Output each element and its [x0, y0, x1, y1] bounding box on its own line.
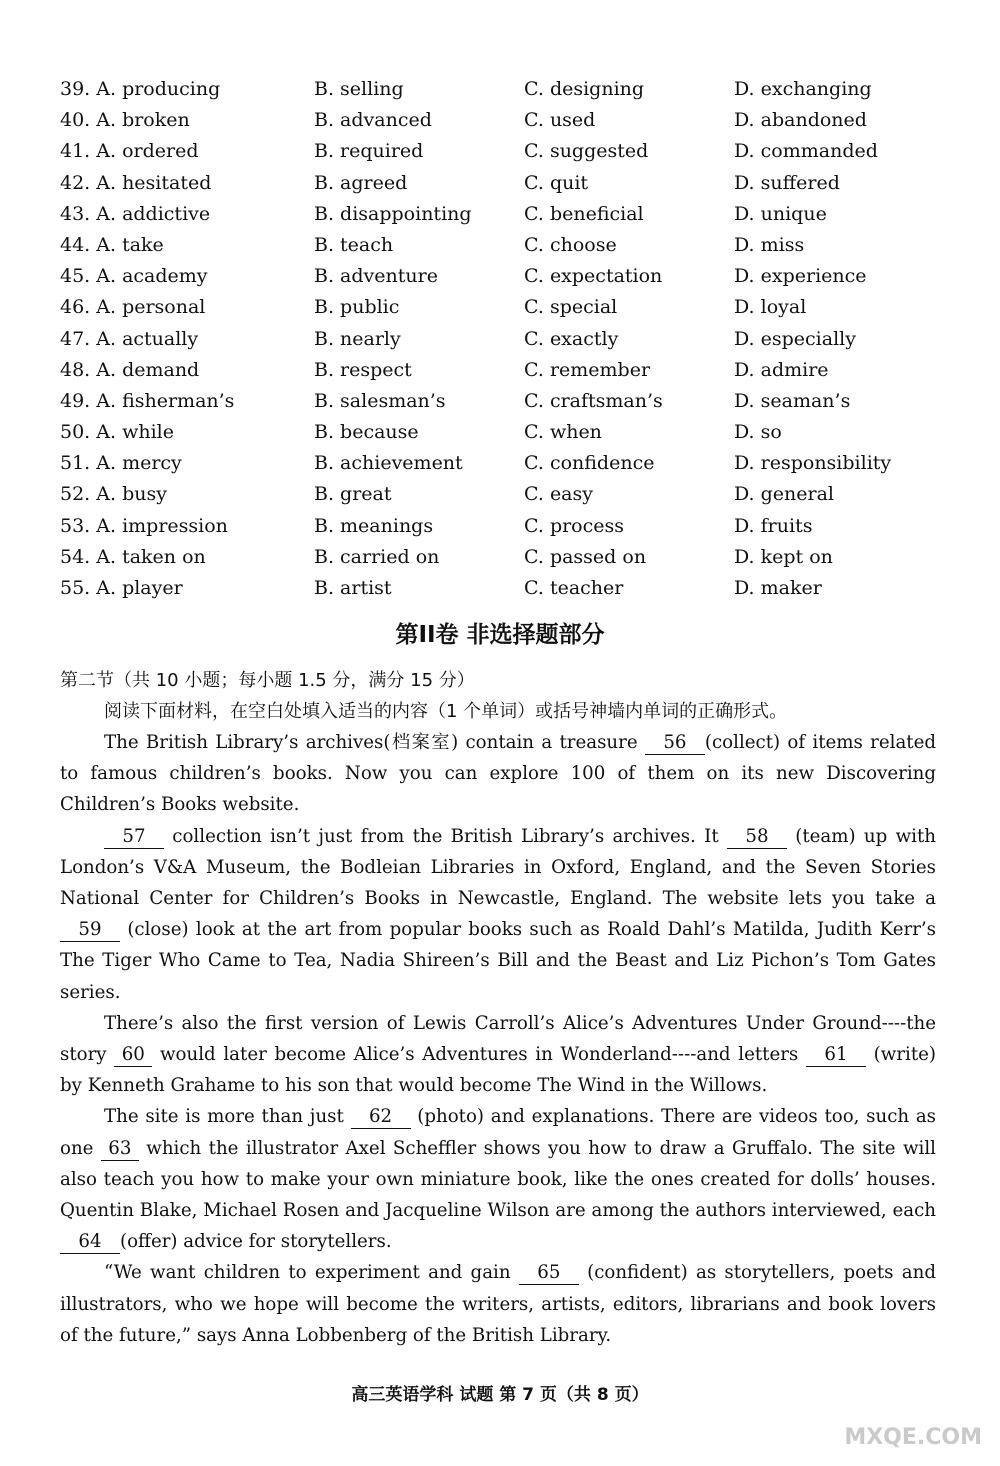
option-d[interactable]: D. kept on — [734, 545, 833, 568]
option-b[interactable]: B. public — [314, 296, 400, 319]
blank-61[interactable]: 61 — [806, 1044, 866, 1067]
option-a[interactable] — [60, 417, 174, 448]
option-a[interactable] — [60, 448, 182, 479]
option-c[interactable]: C. expectation — [524, 265, 663, 288]
question-row — [60, 479, 940, 510]
option-a[interactable] — [60, 168, 211, 199]
option-b[interactable]: B. agreed — [314, 171, 408, 194]
text: The site is more than just — [104, 1106, 351, 1128]
question-number: 45. — [60, 265, 91, 288]
option-b[interactable]: B. respect — [314, 358, 412, 381]
option-a[interactable] — [60, 261, 208, 292]
question-row — [60, 324, 940, 355]
option-text: A. fisherman’s — [96, 389, 235, 412]
question-row — [60, 542, 940, 573]
question-number: 39. — [60, 78, 91, 100]
option-c[interactable]: C. suggested — [524, 140, 649, 163]
option-text: A. actually — [96, 327, 199, 350]
option-c[interactable]: C. process — [524, 514, 625, 537]
option-a[interactable] — [60, 355, 199, 386]
option-d[interactable]: D. unique — [734, 202, 827, 225]
option-a[interactable] — [60, 292, 205, 323]
blank-59[interactable]: 59 — [60, 919, 120, 942]
blank-63[interactable]: 63 — [101, 1138, 139, 1161]
option-b[interactable]: B. because — [314, 421, 419, 444]
text: (confident) as storytellers, poets and illustrators, who we hope will become the writers, artists, editors, librarians and book lovers of the future,” says Anna Lobbenberg of the British Library. — [60, 1262, 936, 1346]
option-text: A. player — [96, 577, 183, 599]
option-b[interactable]: B. disappointing — [314, 202, 472, 225]
question-number: 40. — [60, 109, 91, 132]
option-a[interactable] — [60, 230, 164, 261]
blank-56[interactable]: 56 — [645, 732, 705, 755]
option-d[interactable]: D. responsibility — [734, 452, 892, 475]
question-number: 43. — [60, 202, 91, 225]
passage — [60, 727, 936, 1351]
instruction: 阅读下面材料，在空白处填入适当的内容（1 个单词）或括号神墙内单词的正确形式。 — [104, 701, 788, 722]
option-d[interactable]: D. general — [734, 483, 835, 506]
blank-60[interactable]: 60 — [114, 1044, 152, 1067]
option-b[interactable]: B. nearly — [314, 327, 401, 350]
option-a[interactable] — [60, 105, 190, 136]
option-c[interactable]: C. confidence — [524, 452, 655, 475]
option-d[interactable]: D. so — [734, 421, 782, 444]
question-number: 42. — [60, 171, 91, 194]
option-d[interactable]: D. seaman’s — [734, 389, 851, 412]
question-number: 46. — [60, 296, 91, 319]
question-row — [60, 199, 940, 230]
question-number: 47. — [60, 327, 91, 350]
option-b[interactable]: B. achievement — [314, 452, 463, 475]
option-a[interactable] — [60, 136, 198, 167]
option-text: A. personal — [96, 296, 206, 319]
text: (offer) advice for storytellers. — [120, 1231, 392, 1253]
question-row — [60, 386, 940, 417]
option-d[interactable]: D. abandoned — [734, 109, 867, 132]
option-d[interactable]: D. admire — [734, 358, 829, 381]
text: collection isn’t just from the British Library’s archives. It — [164, 825, 727, 847]
option-c[interactable]: C. passed on — [524, 545, 647, 568]
text: (write) by Kenneth Grahame to his son that would become The Wind in the Willows. — [60, 1044, 936, 1097]
option-text: A. academy — [96, 265, 208, 288]
option-c[interactable]: C. designing — [524, 78, 645, 100]
page-footer: 高三英语学科 试题 第 7 页（共 8 页） — [351, 1385, 649, 1405]
question-row — [60, 417, 940, 448]
option-b[interactable]: B. adventure — [314, 265, 438, 288]
option-text: A. while — [96, 421, 174, 444]
question-row — [60, 448, 940, 479]
option-c[interactable]: C. easy — [524, 483, 593, 506]
passage-paragraph-2 — [60, 821, 936, 1008]
option-b[interactable]: B. teach — [314, 233, 394, 256]
question-row — [60, 105, 940, 136]
question-number: 49. — [60, 389, 91, 412]
question-number: 54. — [60, 545, 91, 568]
options-list — [60, 74, 940, 604]
option-text: A. impression — [96, 514, 228, 537]
option-d[interactable]: D. maker — [734, 577, 822, 599]
option-text: A. broken — [96, 109, 190, 132]
option-b[interactable]: B. great — [314, 483, 392, 506]
question-row — [60, 292, 940, 323]
text: which the illustrator Axel Scheffler shows you how to draw a Gruffalo. The site will also teach you how to make your own miniature book, like the ones created for dolls’ houses. Quentin Blake, Michael Rosen and Jacqueline Wilson are among the authors interviewed, each — [60, 1137, 936, 1222]
question-row — [60, 261, 940, 292]
text: (photo) and explanations. There are videos too, such as one — [60, 1106, 936, 1159]
option-c[interactable]: C. beneficial — [524, 202, 644, 225]
option-b[interactable]: B. salesman’s — [314, 389, 446, 412]
question-number: 55. — [60, 577, 91, 599]
option-a[interactable] — [60, 511, 228, 542]
option-text: A. busy — [96, 483, 167, 506]
option-b[interactable]: B. artist — [314, 577, 392, 599]
passage-paragraph-5 — [60, 1257, 936, 1351]
option-d[interactable]: D. miss — [734, 233, 805, 256]
passage-paragraph-4 — [60, 1101, 936, 1257]
option-b[interactable]: B. carried on — [314, 545, 440, 568]
option-a[interactable] — [60, 542, 206, 573]
text: (close) look at the art from popular books such as Roald Dahl’s Matilda, Judith Kerr’s The Tiger Who Came to Tea, Nadia Shireen’s Bill and the Beast and Liz Pichon’s Tom Gates series. — [60, 919, 936, 1003]
option-text: A. take — [96, 233, 164, 256]
section-title: 第II卷 非选择题部分 — [395, 622, 605, 648]
blank-65[interactable]: 65 — [519, 1262, 579, 1285]
option-c[interactable]: C. teacher — [524, 577, 624, 599]
text: (team) up with London’s V&A Museum, the Bodleian Libraries in Oxford, England, and the Seven Stories National Center for Children’s Books in Newcastle, England. The website lets you take a — [60, 825, 936, 910]
text: “We want children to experiment and gain — [104, 1262, 519, 1284]
question-row — [60, 511, 940, 542]
watermark-logo: MXQE.COM — [844, 1425, 982, 1450]
option-d[interactable]: D. especially — [734, 327, 856, 350]
question-number: 44. — [60, 233, 91, 256]
question-row — [60, 136, 940, 167]
question-row — [60, 355, 940, 386]
question-row — [60, 74, 940, 105]
option-text: A. taken on — [96, 545, 206, 568]
option-a[interactable] — [60, 199, 210, 230]
text: (collect) of items related to famous children’s books. Now you can explore 100 of them on its new Discovering Children’s Books website. — [60, 732, 936, 816]
option-d[interactable]: D. fruits — [734, 514, 813, 537]
option-d[interactable]: D. commanded — [734, 140, 878, 163]
option-d[interactable]: D. exchanging — [734, 78, 872, 100]
text: would later become Alice’s Adventures in Wonderland----and letters — [152, 1044, 806, 1066]
option-b[interactable]: B. selling — [314, 78, 404, 100]
option-a[interactable] — [60, 74, 220, 105]
option-a[interactable] — [60, 386, 234, 417]
option-c[interactable]: C. remember — [524, 358, 651, 381]
blank-57[interactable]: 57 — [104, 826, 164, 849]
option-c[interactable]: C. choose — [524, 233, 617, 256]
blank-58[interactable]: 58 — [727, 826, 787, 849]
question-number: 48. — [60, 358, 91, 381]
option-b[interactable]: B. meanings — [314, 514, 434, 537]
option-d[interactable]: D. suffered — [734, 171, 840, 194]
option-d[interactable]: D. loyal — [734, 296, 807, 319]
option-c[interactable]: C. special — [524, 296, 618, 319]
question-number: 53. — [60, 514, 91, 537]
question-number: 41. — [60, 140, 91, 163]
question-number: 52. — [60, 483, 91, 506]
passage-paragraph-3 — [60, 1008, 936, 1102]
option-text: A. producing — [96, 78, 221, 100]
option-d[interactable]: D. experience — [734, 265, 867, 288]
option-text: A. demand — [96, 358, 200, 381]
option-b[interactable]: B. advanced — [314, 109, 432, 132]
option-text: A. ordered — [96, 140, 199, 163]
question-number: 51. — [60, 452, 91, 475]
question-row — [60, 230, 940, 261]
option-a[interactable] — [60, 324, 198, 355]
blank-62[interactable]: 62 — [351, 1106, 411, 1129]
passage-paragraph-1 — [60, 727, 936, 821]
question-number: 50. — [60, 421, 91, 444]
option-c[interactable]: C. used — [524, 109, 596, 132]
text: The British Library’s archives(档案室) contain a treasure — [104, 732, 645, 753]
option-text: A. addictive — [96, 202, 211, 225]
option-c[interactable]: C. when — [524, 421, 602, 444]
text: There’s also the first version of Lewis Carroll’s Alice’s Adventures Under Ground----the story — [60, 1012, 936, 1066]
sub-heading: 第二节（共 10 小题；每小题 1.5 分，满分 15 分） — [60, 670, 475, 691]
option-c[interactable]: C. exactly — [524, 327, 619, 350]
option-text: A. hesitated — [96, 171, 212, 194]
question-row — [60, 573, 940, 604]
option-b[interactable]: B. required — [314, 140, 424, 163]
question-row — [60, 168, 940, 199]
blank-64[interactable]: 64 — [60, 1231, 120, 1254]
option-a[interactable] — [60, 573, 183, 604]
option-text: A. mercy — [96, 452, 182, 475]
option-a[interactable] — [60, 479, 167, 510]
option-c[interactable]: C. quit — [524, 171, 589, 194]
option-c[interactable]: C. craftsman’s — [524, 389, 663, 412]
